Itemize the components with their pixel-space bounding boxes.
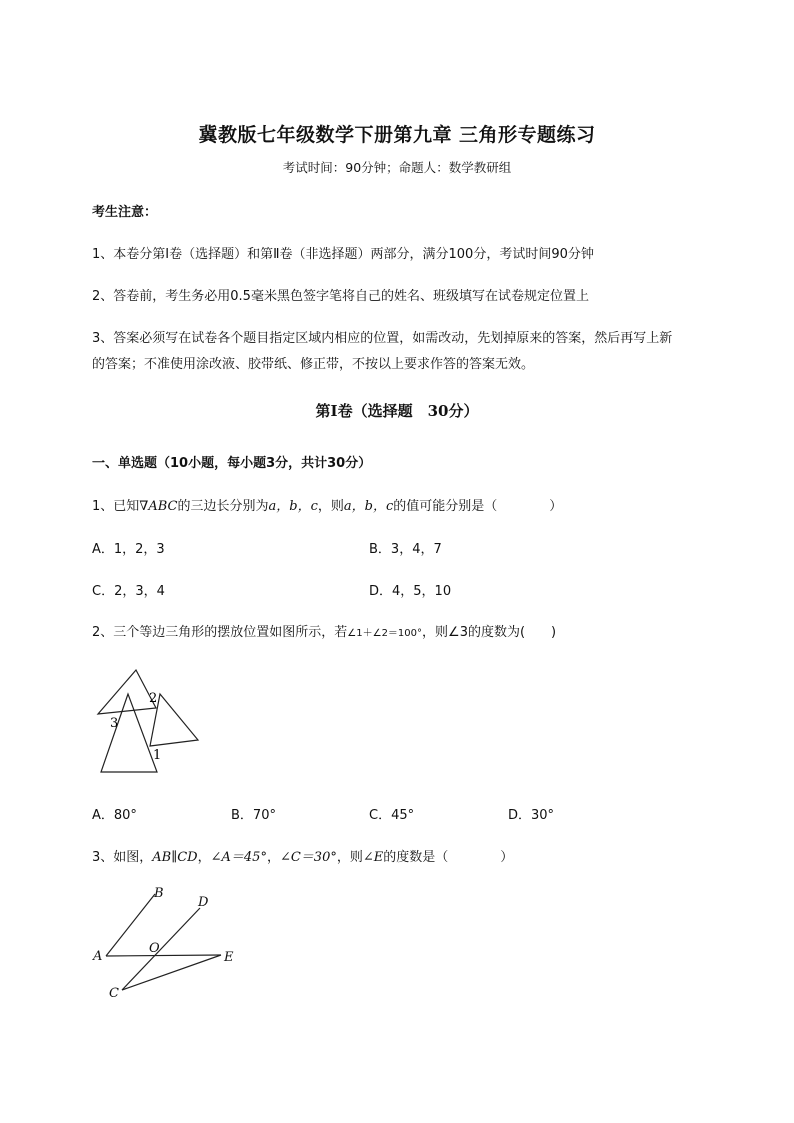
q1-triangle: ∇ABC: [139, 499, 178, 514]
q2-label-3: 3: [110, 716, 119, 731]
question-1: [92, 495, 562, 514]
q1-vars-1: a，b，c: [268, 499, 318, 514]
notice-heading: 考生注意：: [92, 205, 158, 220]
page-title: 冀教版七年级数学下册第九章 三角形专题练习: [198, 124, 596, 146]
q3-text-e: 的度数是（ ）: [383, 850, 514, 865]
section-title: 第Ⅰ卷（选择题 30分）: [315, 402, 479, 420]
q1-mid-2: ，则: [317, 499, 344, 514]
q3-angle-a: ∠A＝45°: [210, 850, 267, 865]
q3-label-c: C: [109, 986, 119, 1001]
q2-text-c: 的度数为( ): [467, 625, 557, 640]
q3-line-ce: [122, 955, 221, 990]
q3-label-d: D: [198, 895, 209, 910]
q2-triangles-figure: [94, 664, 206, 776]
q2-option-c[interactable]: C．45°: [369, 808, 415, 823]
q3-text-c: ，: [266, 850, 280, 865]
q2-option-d[interactable]: D．30°: [508, 808, 555, 823]
q2-option-b[interactable]: B．70°: [231, 808, 276, 823]
notice-item-1: 1、本卷分第Ⅰ卷（选择题）和第Ⅱ卷（非选择题）两部分，满分100分，考试时间90分钟: [92, 247, 594, 262]
q3-text-b: ，: [197, 850, 211, 865]
q3-label-a: A: [93, 949, 103, 964]
notice-item-2: 2、答卷前，考生务必用0.5毫米黑色签字笔将自己的姓名、班级填写在试卷规定位置上: [92, 289, 589, 304]
q1-option-b[interactable]: B．3，4，7: [369, 542, 442, 557]
q3-label-b: B: [154, 886, 164, 901]
q1-mid: 的三边长分别为: [177, 499, 269, 514]
q3-parallel-lines-figure: [88, 882, 248, 1002]
q3-text-a: 3、如图，: [92, 850, 153, 865]
q1-suffix: 的值可能分别是（ ）: [393, 499, 563, 514]
q3-text-d: ，则: [336, 850, 363, 865]
q3-label-o: O: [149, 941, 160, 956]
q2-condition: ∠1＋∠2＝100°: [347, 628, 423, 639]
q2-label-2: 2: [149, 691, 158, 706]
question-2: [92, 621, 556, 640]
q1-option-c[interactable]: C．2，3，4: [92, 584, 165, 599]
question-3: [92, 846, 513, 865]
q3-angle-c: ∠C＝30°: [279, 850, 337, 865]
q3-parallel: AB∥CD: [152, 850, 198, 865]
part-heading: 一、单选题（10小题，每小题3分，共计30分）: [92, 456, 372, 471]
q2-text-b: ，则: [422, 625, 449, 640]
q3-label-e: E: [224, 950, 234, 965]
q2-option-a[interactable]: A．80°: [92, 808, 137, 823]
q3-angle-e: ∠E: [362, 850, 384, 865]
q2-label-1: 1: [153, 748, 162, 763]
q2-text-a: 2、三个等边三角形的摆放位置如图所示，若: [92, 625, 348, 640]
q1-vars-2: a，b，c: [343, 499, 394, 514]
q1-option-d[interactable]: D．4，5，10: [369, 584, 452, 599]
notice-item-3-cont: 的答案；不准使用涂改液、胶带纸、修正带，不按以上要求作答的答案无效。: [92, 357, 535, 372]
q3-line-ab: [106, 894, 155, 956]
q3-line-ae: [106, 955, 221, 956]
q2-angle: ∠3: [448, 625, 468, 640]
notice-item-3: 3、答案必须写在试卷各个题目指定区域内相应的位置，如需改动，先划掉原来的答案，然后再写上新: [92, 331, 673, 346]
q1-prefix: 1、已知: [92, 499, 140, 514]
q1-option-a[interactable]: A．1，2，3: [92, 542, 165, 557]
page-subtitle: 考试时间：90分钟；命题人：数学教研组: [282, 160, 512, 175]
q2-triangle-top-left: [98, 670, 156, 714]
